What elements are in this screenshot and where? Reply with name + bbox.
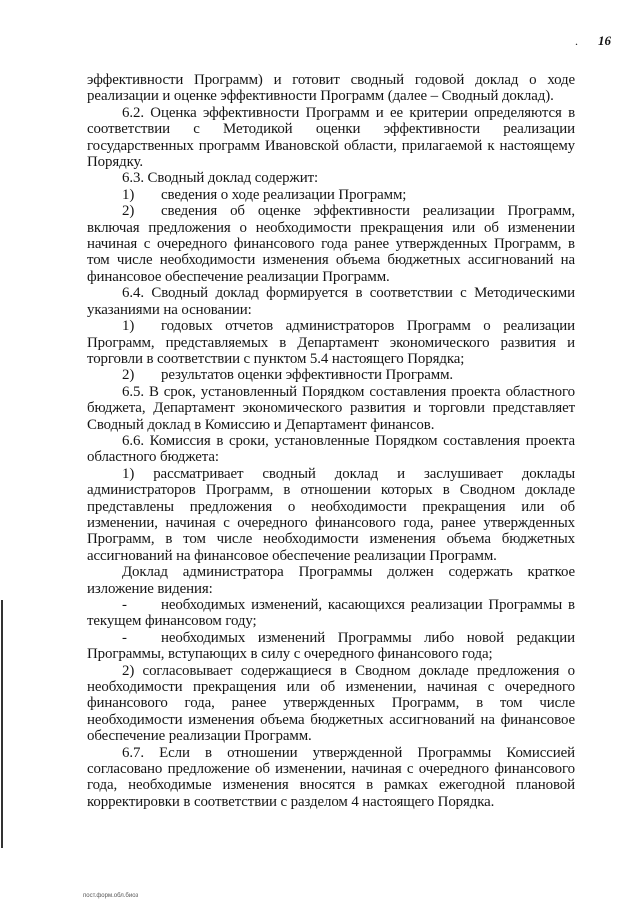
dash-marker: -: [122, 629, 127, 646]
paragraph-continuation: эффективности Программ) и готовит сводный годовой доклад о ходе реализации и оценке эффективности Программ (далее – Сводный доклад).: [87, 72, 575, 105]
dash-item-current-year: [87, 597, 575, 630]
list-item-6-4-2: [87, 367, 575, 383]
paragraph-6-6: 6.6. Комиссия в сроки, установленные Порядком составления проекта областного бюджета:: [87, 432, 575, 466]
dash-text: необходимых изменений Программы либо новой редакции Программы, вступающих в силу с очередного финансового года;: [87, 629, 575, 663]
margin-scan-line: [1, 600, 3, 848]
paragraph-6-4: 6.4. Сводный доклад формируется в соответствии с Методическими указаниями на основании:: [87, 285, 575, 318]
document-body: [87, 72, 575, 810]
list-text: сведения об оценке эффективности реализации Программ, включая предложения о необходимости прекращения или об изменении начиная с очередного финансового года ранее утвержденных Программ, в том числе необходимости изменения объема бюджетных ассигнований на финансовое обеспечение реализации Программ.: [87, 203, 575, 285]
footer-code: пост.форм.обл.биоз: [83, 893, 139, 899]
dash-marker: -: [122, 597, 127, 613]
list-number: 2): [122, 203, 135, 220]
list-item-6-6-2: 2) согласовывает содержащиеся в Сводном докладе предложения о необходимости прекращения или об изменении, начиная с очередного финансового года, ранее утвержденных Программ, в том числе необходимости изменения объема бюджетных ассигнований на финансовое обеспечение реализации Программ.: [87, 662, 575, 745]
list-number: 1): [122, 318, 135, 335]
list-item-6-3-1: [87, 187, 575, 203]
list-number: 2): [122, 367, 135, 384]
list-number: 1): [122, 186, 135, 203]
list-text: сведения о ходе реализации Программ;: [161, 186, 407, 203]
paragraph-6-2: 6.2. Оценка эффективности Программ и ее критерии определяются в соответствии с Методикой оценки эффективности реализации государственных программ Ивановской области, прилагаемой к настоящему Порядку.: [87, 104, 575, 171]
dash-text: необходимых изменений, касающихся реализации Программы в текущем финансовом году;: [87, 597, 575, 630]
dash-item-next-year: [87, 630, 575, 663]
list-item-6-3-2: [87, 203, 575, 285]
list-item-6-4-1: [87, 318, 575, 367]
paragraph-6-3: 6.3. Сводный доклад содержит:: [122, 170, 319, 187]
paragraph-report-content: Доклад администратора Программы должен содержать краткое изложение видения:: [87, 564, 575, 597]
paragraph-6-7: 6.7. Если в отношении утвержденной Программы Комиссией согласовано предложение об изменении, начиная с очередного финансового года, необходимые изменения вносятся в рамках ежегодной плановой корректировки в соответствии с разделом 4 настоящего Порядка.: [87, 744, 575, 810]
list-text: годовых отчетов администраторов Программ о реализации Программ, представляемых в Департамент экономического развития и торговли в соответствии с пунктом 5.4 настоящего Порядка;: [87, 318, 575, 367]
paragraph-6-5: 6.5. В срок, установленный Порядком составления проекта областного бюджета, Департамент экономического развития и торговли представляет Сводный доклад в Комиссию и Департамент финансов.: [87, 383, 575, 433]
list-item-6-6-1: 1) рассматривает сводный доклад и заслушивает доклады администраторов Программ, в отношении которых в Сводном докладе представлены предложения о необходимости прекращения или об изменении, начиная с очередного финансового года, ранее утвержденных Программ, в том числе необходимости изменения объема бюджетных ассигнований на финансовое обеспечение реализации Программ.: [87, 465, 575, 564]
list-text: результатов оценки эффективности Программ.: [161, 367, 454, 384]
corner-mark: .: [575, 34, 578, 48]
page-number: 16: [598, 33, 611, 48]
